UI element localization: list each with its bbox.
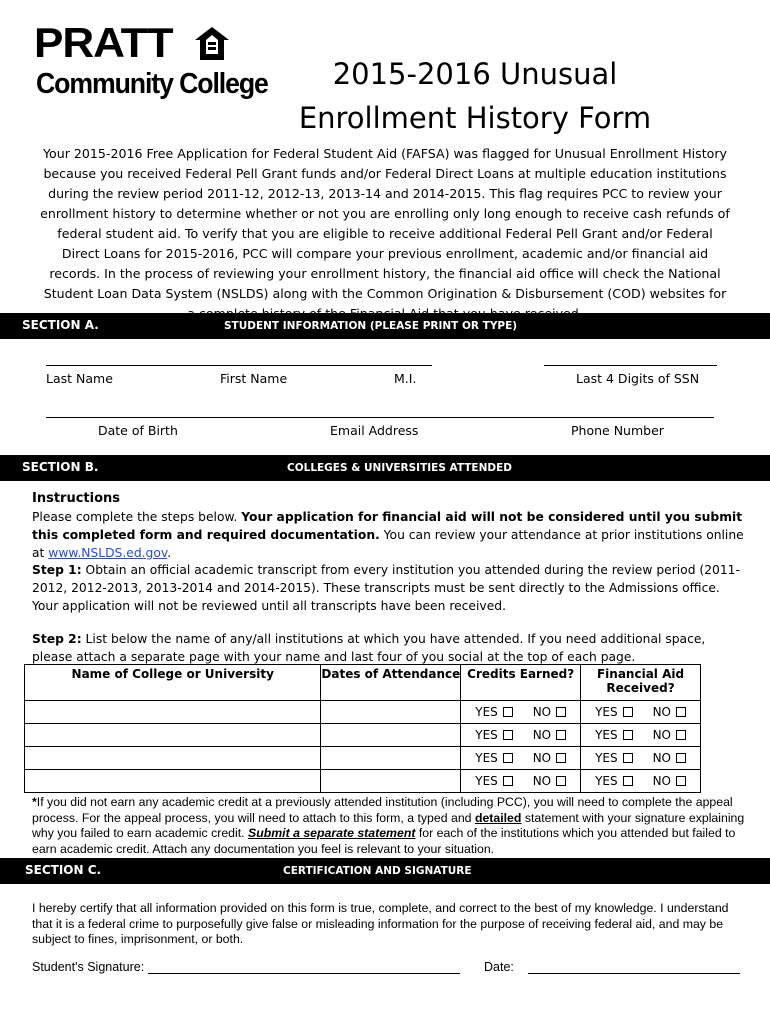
section-a-heading: STUDENT INFORMATION (PLEASE PRINT OR TYPE)	[224, 320, 518, 332]
col-header-dates: Dates of Attendance	[321, 665, 461, 701]
section-a-label: SECTION A.	[22, 318, 99, 332]
dates-cell[interactable]	[321, 701, 461, 724]
table-row	[25, 747, 701, 770]
table-header-row	[25, 665, 701, 701]
aid-no-option[interactable]: NO	[653, 728, 686, 742]
section-b-label: SECTION B.	[22, 460, 99, 474]
dob-label: Date of Birth	[98, 423, 178, 438]
credits-yes-option[interactable]: YES	[475, 774, 513, 788]
aid-yes-option[interactable]: YES	[595, 774, 633, 788]
table-row	[25, 701, 701, 724]
instructions-block	[32, 490, 748, 562]
aid-no-option[interactable]: NO	[653, 751, 686, 765]
checkbox-icon[interactable]	[623, 730, 633, 740]
name-line[interactable]	[46, 365, 432, 366]
form-title: 2015-2016 Unusual Enrollment History Form	[298, 57, 652, 135]
intro-paragraph: Your 2015-2016 Free Application for Federal Student Aid (FAFSA) was flagged for Unusual Enrollment History because you received Federal Pell Grant funds and/or Federal Direct Loans at multiple education institutions during the review period 2011-12, 2012-13, 2013-14 and 2014-2015. This flag requires PCC to review your enrollment history to determine whether or not you are enrolling only long enough to receive cash refunds of federal student aid. To verify that you are eligible to receive additional Federal Pell Grant and/or Federal Direct Loans for 2015-2016, PCC will compare your previous enrollment, academic and/or financial aid records. In the process of reviewing your enrollment history, the financial aid office will check the National Student Loan Data System (NSLDS) along with the Common Origination & Disbursement (COD) websites for	[40, 146, 730, 301]
section-c-bar	[0, 858, 770, 884]
credits-no-option[interactable]: NO	[533, 751, 566, 765]
checkbox-icon[interactable]	[676, 776, 686, 786]
section-c-label: SECTION C.	[25, 863, 102, 877]
logo-pratt-text: PRATT	[34, 19, 173, 66]
col-header-college: Name of College or University	[25, 665, 321, 701]
section-a-bar	[0, 313, 770, 339]
credits-no-option[interactable]: NO	[533, 705, 566, 719]
aid-no-option[interactable]: NO	[653, 774, 686, 788]
last-name-label: Last Name	[46, 371, 113, 386]
dates-cell[interactable]	[321, 747, 461, 770]
section-c-heading: CERTIFICATION AND SIGNATURE	[283, 865, 472, 877]
credits-yes-option[interactable]: YES	[475, 705, 513, 719]
colleges-table	[24, 664, 701, 793]
mi-label: M.I.	[394, 371, 417, 386]
dates-cell[interactable]	[321, 724, 461, 747]
checkbox-icon[interactable]	[623, 776, 633, 786]
academic-credit-note: *If you did not earn any academic credit at a previously attended institution (including PCC), you will need to complete the appeal process. For the appeal process, you will need to attach to this form, a typed and detailed statement with your signature explaining why you failed to earn academic credit. Submit a separate statement for each of the institutions which you attended but failed to earn academic credit. Attach any documentation you feel is relevant to your situation.	[32, 795, 745, 856]
dates-cell[interactable]	[321, 770, 461, 793]
logo-community-college-text: Community College	[36, 68, 268, 100]
checkbox-icon[interactable]	[676, 753, 686, 763]
table-row	[25, 724, 701, 747]
aid-yes-option[interactable]: YES	[595, 728, 633, 742]
col-header-aid: Financial Aid Received?	[581, 665, 701, 701]
aid-yes-option[interactable]: YES	[595, 751, 633, 765]
schoolhouse-icon	[194, 26, 230, 62]
aid-no-option[interactable]: NO	[653, 705, 686, 719]
instructions-text: Please complete the steps below. Your application for financial aid will not be considered until you submit this completed form and required documentation. You can review your attendance at prior institutions online at www.NSLDS.ed.gov.	[32, 510, 744, 560]
college-name-cell[interactable]	[25, 724, 321, 747]
credits-yes-option[interactable]: YES	[475, 728, 513, 742]
college-name-cell[interactable]	[25, 747, 321, 770]
credits-no-option[interactable]: NO	[533, 728, 566, 742]
checkbox-icon[interactable]	[503, 753, 513, 763]
college-name-cell[interactable]	[25, 770, 321, 793]
college-logo	[34, 19, 268, 104]
checkbox-icon[interactable]	[623, 753, 633, 763]
instructions-title: Instructions	[32, 491, 121, 506]
section-b-bar	[0, 455, 770, 481]
checkbox-icon[interactable]	[676, 730, 686, 740]
first-name-label: First Name	[220, 371, 288, 386]
section-b-heading: COLLEGES & UNIVERSITIES ATTENDED	[287, 462, 512, 474]
checkbox-icon[interactable]	[556, 776, 566, 786]
phone-label: Phone Number	[571, 423, 664, 438]
col-header-credits: Credits Earned?	[461, 665, 581, 701]
checkbox-icon[interactable]	[676, 707, 686, 717]
ssn-line[interactable]	[544, 365, 717, 366]
aid-yes-option[interactable]: YES	[595, 705, 633, 719]
credits-yes-option[interactable]: YES	[475, 751, 513, 765]
checkbox-icon[interactable]	[503, 776, 513, 786]
checkbox-icon[interactable]	[623, 707, 633, 717]
checkbox-icon[interactable]	[556, 730, 566, 740]
certification-text: I hereby certify that all information provided on this form is true, complete, and correct to the best of my knowledge. I understand that it is a federal crime to purposefully give false or misleading information for the purpose of receiving federal aid, and may be subject to fines, imprisonment, or both.	[32, 901, 729, 946]
checkbox-icon[interactable]	[556, 753, 566, 763]
email-label: Email Address	[330, 423, 419, 438]
college-name-cell[interactable]	[25, 701, 321, 724]
table-row	[25, 770, 701, 793]
step-1: Step 1: Obtain an official academic transcript from every institution you attended during the review period (2011-2012, 2012-2013, 2013-2014 and 2014-2015). These transcripts must be sent directly to the Admissions office. Your application will not be reviewed until all transcripts have been received.	[32, 563, 740, 613]
checkbox-icon[interactable]	[503, 707, 513, 717]
checkbox-icon[interactable]	[556, 707, 566, 717]
nslds-link[interactable]: www.NSLDS.ed.gov	[48, 546, 168, 560]
step-2: Step 2: List below the name of any/all institutions at which you have attended. If you need additional space, please attach a separate page with your name and last four of you social at the top of each page.	[32, 632, 706, 664]
ssn-label: Last 4 Digits of SSN	[576, 371, 700, 386]
credits-no-option[interactable]: NO	[533, 774, 566, 788]
date-label: Date:	[484, 960, 514, 974]
checkbox-icon[interactable]	[503, 730, 513, 740]
signature-line[interactable]	[148, 973, 460, 974]
contact-line[interactable]	[46, 417, 714, 418]
date-line[interactable]	[528, 973, 740, 974]
signature-label: Student's Signature:	[32, 960, 145, 974]
